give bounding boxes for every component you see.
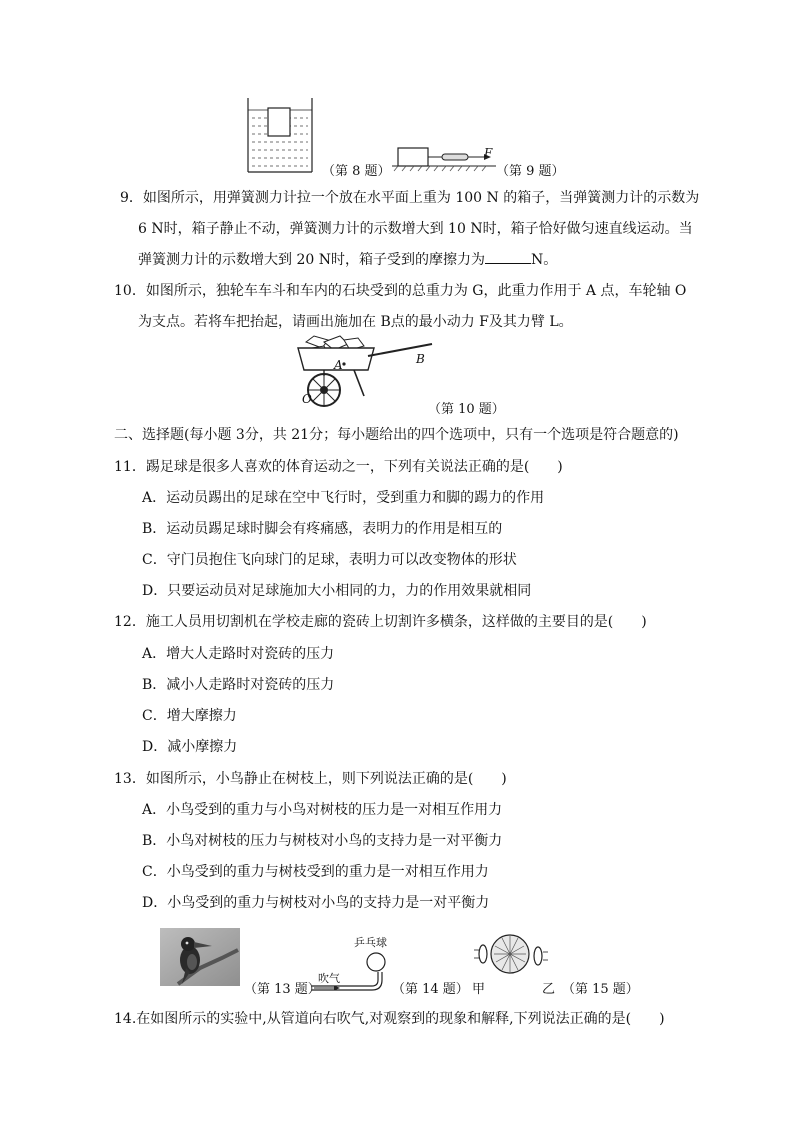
figure-14-caption: （第 14 题） [392, 982, 469, 997]
figure-15-label-yi: 乙 [542, 982, 556, 997]
figure-8-beaker [244, 96, 316, 176]
q13-option-a[interactable]: A．小鸟受到的重力与小鸟对树枝的压力是一对相互作用力 [142, 802, 503, 818]
figure-15-label-jia: 甲 [472, 982, 486, 997]
figure-9-box-spring [392, 144, 496, 174]
q9-line-1: 9．如图所示，用弹簧测力计拉一个放在水平面上重为 100 N 的箱子，当弹簧测力计的示数为 [120, 190, 700, 206]
q9-line-3: 弹簧测力计的示数增大到 20 N时，箱子受到的摩擦力为 N。 [138, 252, 558, 268]
q10-line-2: 为支点。若将车把抬起，请画出施加在 B点的最小动力 F及其力臂 L。 [138, 314, 573, 330]
q10-line-1: 10．如图所示，独轮车车斗和车内的石块受到的总重力为 G，此重力作用于 A 点，车轮轴 O [114, 283, 687, 299]
q13-option-d[interactable]: D．小鸟受到的重力与树枝对小鸟的支持力是一对平衡力 [142, 895, 490, 911]
figure-13-caption: （第 13 题） [244, 982, 321, 997]
q12-stem: 12．施工人员用切割机在学校走廊的瓷砖上切割许多横条，这样做的主要目的是( ) [114, 614, 647, 630]
q12-option-c[interactable]: C．增大摩擦力 [142, 708, 237, 724]
q12-option-d[interactable]: D．减小摩擦力 [142, 739, 238, 755]
figure-10-wheelbarrow [294, 334, 444, 412]
q9-answer-blank[interactable] [485, 251, 531, 264]
figure-8-caption: （第 8 题） [322, 164, 391, 179]
q12-option-b[interactable]: B．减小人走路时对瓷砖的压力 [142, 677, 335, 693]
q13-option-b[interactable]: B．小鸟对树枝的压力与树枝对小鸟的支持力是一对平衡力 [142, 833, 503, 849]
q11-option-d[interactable]: D．只要运动员对足球施加大小相同的力，力的作用效果就相同 [142, 583, 532, 599]
q9-line-2: 6 N时，箱子静止不动，弹簧测力计的示数增大到 10 N时，箱子恰好做匀速直线运动。当 [138, 221, 693, 237]
q13-stem: 13．如图所示，小鸟静止在树枝上，则下列说法正确的是( ) [114, 771, 507, 787]
q11-option-a[interactable]: A．运动员踢出的足球在空中飞行时，受到重力和脚的踢力的作用 [142, 490, 545, 506]
figure-15-caption: （第 15 题） [562, 982, 639, 997]
figure-9-caption: （第 9 题） [496, 164, 565, 179]
figure-13-bird-photo [160, 928, 240, 986]
figure-15-ball-discs [470, 928, 550, 978]
figure-10-point-B: B [416, 352, 425, 366]
figure-10-caption: （第 10 题） [428, 402, 505, 417]
q11-option-b[interactable]: B．运动员踢足球时脚会有疼痛感，表明力的作用是相互的 [142, 521, 503, 537]
q11-option-c[interactable]: C．守门员抱住飞向球门的足球，表明力可以改变物体的形状 [142, 552, 517, 568]
figure-9-force-label: F [484, 146, 493, 160]
q12-option-a[interactable]: A．增大人走路时对瓷砖的压力 [142, 646, 335, 662]
q14-stem: 14.在如图所示的实验中,从管道向右吹气,对观察到的现象和解释,下列说法正确的是( ) [114, 1011, 665, 1027]
section-2-heading: 二、选择题(每小题 3分，共 21分；每小题给出的四个选项中，只有一个选项是符合题意的) [114, 427, 679, 443]
figure-10-point-A: A [334, 358, 343, 372]
q11-stem: 11．踢足球是很多人喜欢的体育运动之一，下列有关说法正确的是( ) [114, 459, 563, 475]
figure-14-ball-label: 乒乓球 [354, 936, 387, 949]
q13-option-c[interactable]: C．小鸟受到的重力与树枝受到的重力是一对相互作用力 [142, 864, 489, 880]
figure-10-point-O: O [302, 392, 312, 406]
figure-14-blow-label: 吹气 [318, 972, 340, 985]
